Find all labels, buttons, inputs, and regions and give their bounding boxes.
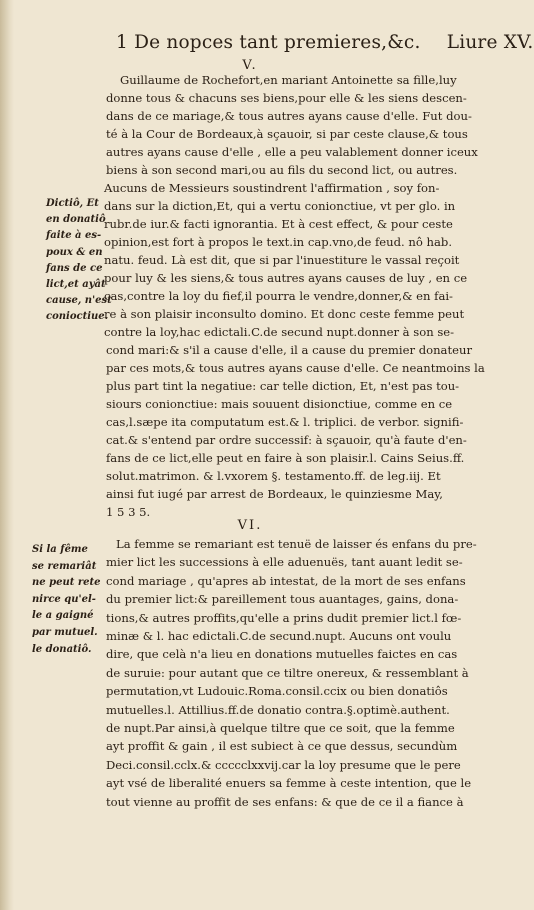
margin-note-line: par mutuel.	[32, 627, 98, 638]
text-line: plus part tint la negatiue: car telle diction, Et, n'est pas tou-	[106, 379, 460, 393]
text-line: Aucuns de Messieurs soustindrent l'affirmation , soy fon-	[104, 181, 440, 195]
text-line: cat.& s'entend par ordre successif: à sçauoir, qu'à faute d'en-	[106, 433, 467, 447]
margin-note-line: en donatiô	[46, 214, 106, 226]
text-line: rubr.de iur.& facti ignorantia. Et à cest effect, & pour ceste	[104, 217, 453, 231]
margin-note-line: ne peut rete	[32, 577, 101, 589]
text-line: solut.matrimon. & l.vxorem §. testamento.ff. de leg.iij. Et	[106, 469, 441, 483]
text-line: permutation,vt Ludouic.Roma.consil.ccix ou bien donatiôs	[106, 684, 448, 699]
margin-note-line: poux & en	[46, 246, 103, 258]
text-line: ainsi fut iugé par arrest de Bordeaux, le quinziesme May,	[106, 487, 443, 501]
text-line: té à la Cour de Bordeaux,à sçauoir, si par ceste clause,& tous	[106, 127, 468, 141]
text-line: cas,l.sæpe ita computatum est.& l. triplici. de verbor. signifi-	[106, 415, 464, 429]
text-line: mier lict les successions à elle aduenuës, tant auant ledit se-	[106, 555, 463, 570]
text-line: par ces mots,& tous autres ayans cause d'elle. Ce neantmoins la	[106, 361, 485, 375]
margin-note-line: lict,et ayât	[46, 279, 106, 290]
text-line: cond mariage , qu'apres ab intestat, de la mort de ses enfans	[106, 573, 466, 588]
text-line: 1 5 3 5.	[106, 505, 151, 519]
text-line: tions,& autres proffits,qu'elle a prins dudit premier lict.l fœ-	[106, 610, 462, 625]
text-line: Guillaume de Rochefort,en mariant Antoinette sa fille,luy	[120, 73, 457, 87]
text-line: donne tous & chacuns ses biens,pour elle & les siens descen-	[106, 91, 467, 105]
text-line: cas,contre la loy du fief,il pourra le vendre,donner,& en fai-	[104, 289, 453, 303]
text-line: Deci.consil.cclx.& ccccclxxvij.car la loy presume que le pere	[106, 757, 461, 772]
text-line: mutuelles.l. Attillius.ff.de donatio contra.§.optimè.authent.	[106, 702, 450, 717]
page-binding-shadow	[0, 0, 14, 910]
text-line: La femme se remariant est tenuë de laisser és enfans du pre-	[116, 537, 477, 551]
margin-note-line: fans de ce	[46, 262, 103, 274]
text-line: du premier lict:& pareillement tous auantages, gains, dona-	[106, 592, 459, 607]
text-line: re à son plaisir inconsulto domino. Et donc ceste femme peut	[104, 307, 465, 321]
text-line: de suruie: pour autant que ce tiltre onereux, & ressemblant à	[106, 665, 469, 680]
margin-note-line: se remariât	[32, 560, 97, 572]
text-line: opinion,est fort à propos le text.in cap.vno,de feud. nô hab.	[104, 235, 453, 249]
text-line: contre la loy,hac edictali.C.de secund nupt.donner à son se-	[104, 325, 455, 339]
margin-note-line: cause, n'est	[46, 295, 112, 307]
running-head	[116, 32, 534, 53]
text-line: cond mari:& s'il a cause d'elle, il a cause du premier donateur	[106, 343, 473, 357]
running-title: De nopces tant premieres,&c.	[134, 32, 421, 53]
margin-note-line: Dictiô, Et	[46, 198, 99, 209]
page-number: 1	[116, 32, 128, 53]
text-line: siours conionctiue: mais souuent disionctiue, comme en ce	[106, 397, 453, 411]
margin-note-line: Si la fême	[32, 544, 88, 555]
text-line: pour luy & les siens,& tous autres ayans causes de luy , en ce	[104, 271, 468, 285]
text-line: minæ & l. hac edictali.C.de secund.nupt. Aucuns ont voulu	[106, 629, 452, 643]
margin-note-line: conioctiue.	[46, 311, 109, 323]
text-line: ayt proffit & gain , il est subiect à ce que dessus, secundùm	[106, 739, 458, 754]
text-line: autres ayans cause d'elle , elle a peu valablement donner iceux	[106, 145, 478, 159]
margin-note-line: faite à es-	[46, 230, 102, 242]
section-number-v: V.	[242, 58, 258, 73]
text-line: biens à son second mari,ou au fils du second lict, ou autres.	[106, 163, 458, 177]
text-line: natu. feud. Là est dit, que si par l'inuestiture le vassal reçoit	[104, 253, 460, 267]
margin-note-line: nirce qu'el-	[32, 593, 96, 605]
section-number-vi: VI.	[237, 518, 263, 533]
text-line: dans sur la diction,Et, qui a vertu conionctiue, vt per glo. in	[104, 199, 456, 213]
book-label: Liure XV.	[446, 32, 534, 53]
text-line: de nupt.Par ainsi,à quelque tiltre que ce soit, que la femme	[106, 721, 455, 735]
text-line: dire, que celà n'a lieu en donations mutuelles faictes en cas	[106, 647, 458, 662]
text-line: dans de ce mariage,& tous autres ayans cause d'elle. Fut dou-	[106, 109, 472, 123]
margin-note-line: le a gaigné	[32, 610, 94, 622]
margin-note-line: le donatiô.	[32, 643, 92, 655]
text-line: fans de ce lict,elle peut en faire à son plaisir.l. Cains Seius.ff.	[106, 451, 465, 465]
text-line: tout vienne au proffit de ses enfans: & que de ce il a fiance à	[106, 794, 464, 809]
text-line: ayt vsé de liberalité enuers sa femme à ceste intention, que le	[106, 776, 472, 791]
